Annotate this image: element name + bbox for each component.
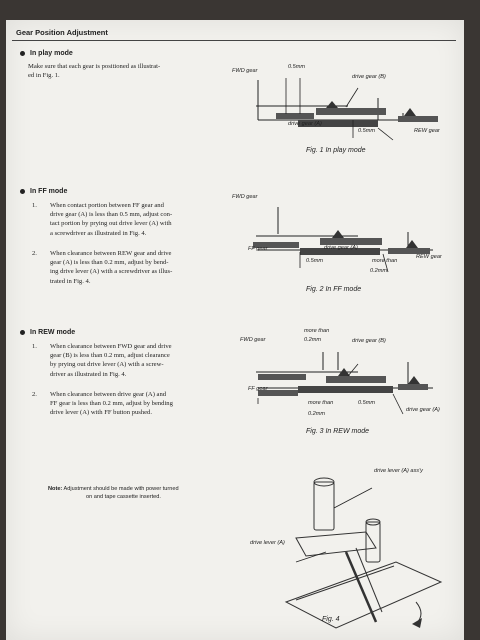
- fig3-label-drive-a: drive gear (A): [406, 407, 440, 413]
- fig3-label-drive-b: drive gear (B): [352, 338, 386, 344]
- fig1-label-fwd: FWD gear: [232, 68, 258, 74]
- fig2-label-more: more than: [372, 258, 398, 264]
- note-label: Note:: [48, 486, 63, 492]
- rew-item1-line: gear (B) is less than 0.2 mm, adjust clearance: [50, 352, 170, 360]
- fig2-caption: Fig. 2 In FF mode: [306, 286, 362, 293]
- fig4-diagram: [226, 452, 456, 640]
- fig3-diagram: [228, 342, 458, 442]
- fig4-label-left: drive lever (A): [250, 540, 285, 546]
- rew-item2-line: drive lever (A) with FF button pushed.: [50, 409, 153, 417]
- note-line: on and tape cassette inserted.: [86, 493, 161, 500]
- rew-item1-line: driver as illustrated in Fig. 4.: [50, 370, 127, 378]
- fig3-label-gap-top: 0.2mm: [304, 337, 322, 343]
- fig3-label-more: more than: [308, 400, 334, 406]
- fig4-caption: Fig. 4: [322, 616, 340, 623]
- rew-item2-num: 2.: [32, 391, 37, 398]
- fig1-caption: Fig. 1 In play mode: [306, 147, 366, 154]
- rew-heading: [20, 329, 75, 336]
- fig1-label-gap2: 0.5mm: [358, 128, 376, 134]
- rew-item2-line: When clearance between drive gear (A) and: [50, 391, 167, 398]
- fig1-diagram: [228, 58, 458, 178]
- play-heading-text: In play mode: [30, 50, 73, 57]
- ff-item2-line: gear (A) is less than 0.2 mm, adjust by bend-: [50, 259, 169, 267]
- drive-gear-b-shape: [320, 238, 382, 245]
- fig1-label-rew: REW gear: [414, 128, 440, 134]
- rew-heading-text: In REW mode: [30, 329, 76, 336]
- ff-item1: [32, 201, 232, 238]
- fig1-label-drive-b: drive gear (B): [352, 74, 386, 80]
- fig3-label-gap3: 0.5mm: [358, 400, 376, 406]
- fig4-label-top: drive lever (A) ass'y: [374, 468, 423, 474]
- bullet-icon: [20, 189, 25, 194]
- note-line: Adjustment should be made with power turned: [63, 486, 179, 492]
- rew-item1-num: 1.: [32, 343, 37, 350]
- title-rule: [12, 40, 456, 41]
- rew-item2-line: FF gear is less than 0.2 mm, adjust by bending: [50, 400, 173, 408]
- ff-item1-num: 1.: [32, 202, 37, 209]
- fig3-caption: Fig. 3 In REW mode: [306, 428, 370, 435]
- ff-item2-num: 2.: [32, 250, 37, 257]
- drive-gear-a-shape: [298, 386, 393, 393]
- play-heading: [20, 50, 73, 57]
- play-text: [28, 62, 228, 80]
- ff-item2-line: trated in Fig. 4.: [50, 277, 91, 285]
- drive-gear-b-shape: [326, 376, 386, 383]
- fig3-label-ff: FF gear: [248, 386, 268, 392]
- ff-item1-line: a screwdriver as illustrated in Fig. 4.: [50, 229, 147, 237]
- rew-item1-line: When clearance between FWD gear and drive: [50, 343, 172, 350]
- fig2-label-rew: REW gear: [416, 254, 442, 260]
- ff-item2-line: ing drive lever (A) with a screwdriver as illus-: [50, 268, 173, 276]
- ff-item1-line: When contact portion between FF gear and: [50, 202, 164, 209]
- fig2-label-drive-a: drive gear (A): [324, 245, 358, 251]
- fig3-label-more-top: more than: [304, 328, 330, 334]
- ff-item1-line: tact portion by prying out drive lever (A) with: [50, 220, 172, 228]
- bullet-icon: [20, 51, 25, 56]
- fwd-gear-shape: [276, 113, 314, 119]
- fig1-label-gap: 0.5mm: [288, 64, 306, 70]
- ff-item2-line: When clearance between REW gear and drive: [50, 250, 172, 257]
- ff-heading: [20, 188, 67, 195]
- ff-heading-text: In FF mode: [30, 188, 68, 195]
- play-text-line: Make sure that each gear is positioned as illustrat-: [28, 63, 161, 70]
- rew-item1: [32, 342, 232, 379]
- fwd-gear-shape: [258, 374, 306, 380]
- fig3-label-gap2: 0.2mm: [308, 411, 326, 417]
- fig2-label-ff: FF gear: [248, 246, 268, 252]
- ff-item2: [32, 249, 232, 286]
- page-title: Gear Position Adjustment: [16, 28, 108, 37]
- rew-item1-line: by prying out drive lever (A) with a screw-: [50, 361, 164, 369]
- fig2-label-fwd: FWD gear: [232, 194, 258, 200]
- note-block: [48, 486, 238, 501]
- fig2-label-gap2: 0.2mm: [370, 268, 388, 274]
- bullet-icon: [20, 330, 25, 335]
- fig3-label-fwd: FWD gear: [240, 337, 266, 343]
- fig1-label-drive-a: drive gear (A): [288, 121, 322, 127]
- play-text-line: ed in Fig. 1.: [28, 72, 60, 80]
- rew-item2: [32, 390, 232, 418]
- rew-gear-shape: [398, 116, 438, 122]
- manual-page: [6, 20, 464, 640]
- fig2-label-gap: 0.5mm: [306, 258, 324, 264]
- ff-item1-line: drive gear (A) is less than 0.5 mm, adjust con-: [50, 211, 173, 219]
- drive-gear-b-shape: [316, 108, 386, 115]
